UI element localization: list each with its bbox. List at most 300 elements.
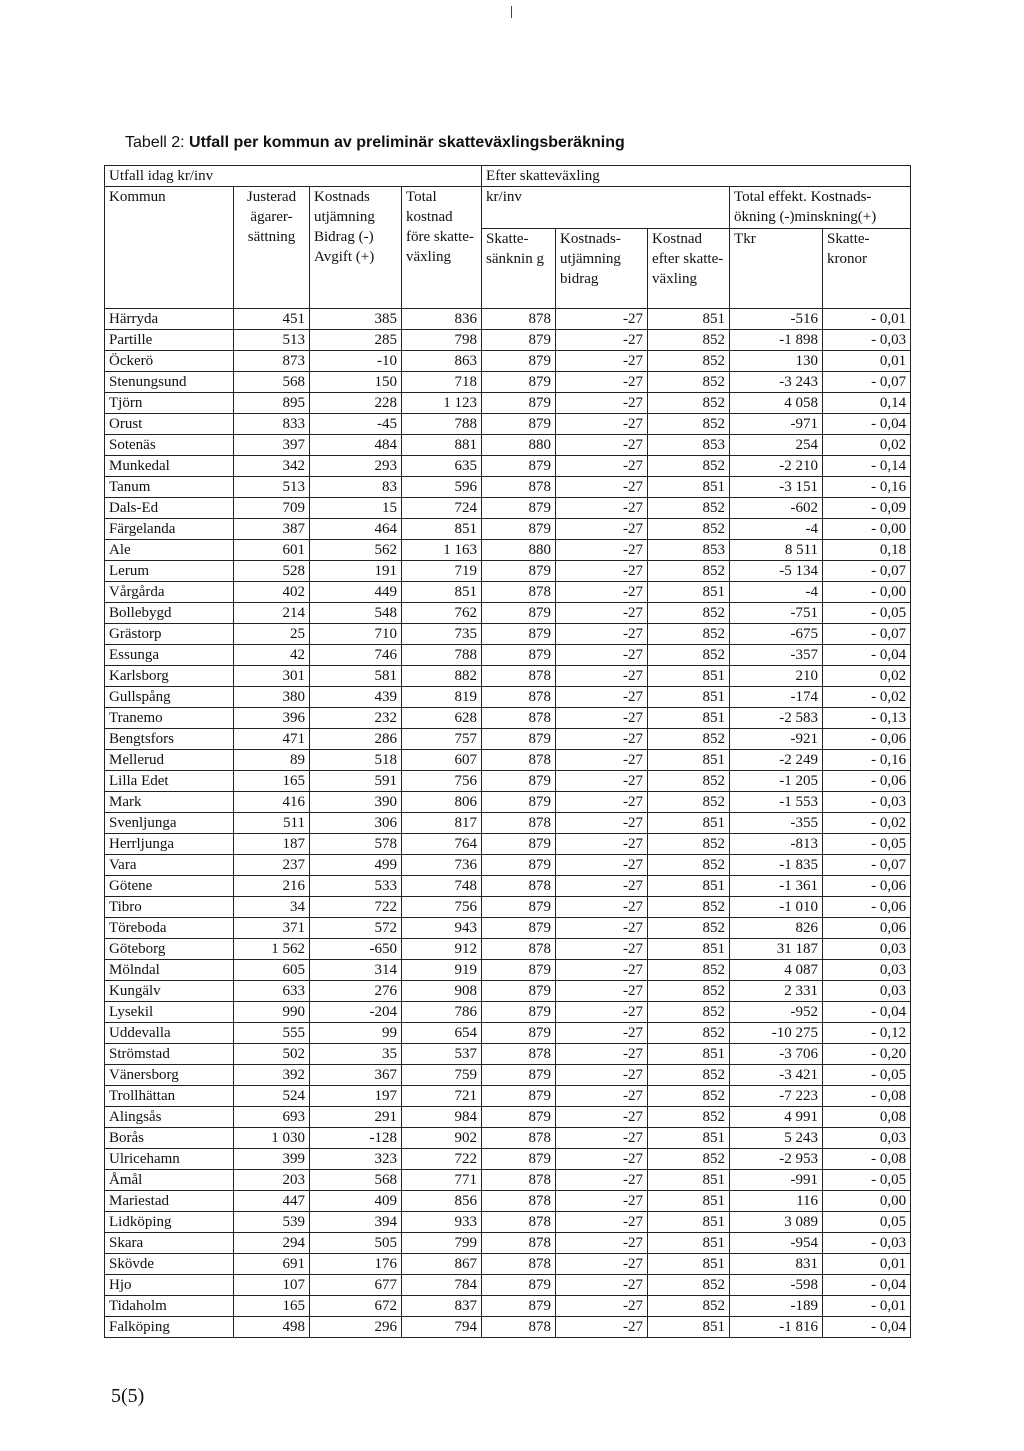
kommun-name-cell: Strömstad [105, 1044, 234, 1065]
value-cell: 0,05 [823, 1212, 911, 1233]
value-cell: 709 [234, 498, 310, 519]
table-row [105, 876, 911, 897]
value-cell: 852 [648, 393, 730, 414]
value-cell: 852 [648, 960, 730, 981]
value-cell: 851 [648, 939, 730, 960]
value-cell: 878 [482, 666, 556, 687]
value-cell: - 0,06 [823, 729, 911, 750]
kommun-name-cell: Tanum [105, 477, 234, 498]
value-cell: -27 [556, 1086, 648, 1107]
kommun-name-cell: Sotenäs [105, 435, 234, 456]
value-cell: 852 [648, 561, 730, 582]
value-cell: 214 [234, 603, 310, 624]
value-cell: 371 [234, 918, 310, 939]
value-cell: 880 [482, 540, 556, 561]
value-cell: - 0,01 [823, 1296, 911, 1317]
value-cell: 596 [402, 477, 482, 498]
value-cell: -675 [730, 624, 823, 645]
table-row [105, 687, 911, 708]
value-cell: 568 [310, 1170, 402, 1191]
table-body [105, 309, 911, 1338]
value-cell: 628 [402, 708, 482, 729]
value-cell: 5 243 [730, 1128, 823, 1149]
kommun-name-cell: Essunga [105, 645, 234, 666]
kommun-name-cell: Munkedal [105, 456, 234, 477]
table-row [105, 1149, 911, 1170]
total-effekt-label: Total effekt. [734, 189, 807, 205]
value-cell: -189 [730, 1296, 823, 1317]
value-cell: -27 [556, 708, 648, 729]
value-cell: -355 [730, 813, 823, 834]
value-cell: 879 [482, 372, 556, 393]
value-cell: 878 [482, 939, 556, 960]
table-row [105, 750, 911, 771]
value-cell: 852 [648, 1065, 730, 1086]
value-cell: -598 [730, 1275, 823, 1296]
value-cell: 794 [402, 1317, 482, 1338]
value-cell: 756 [402, 897, 482, 918]
total-effekt-header [730, 187, 911, 229]
value-cell: 34 [234, 897, 310, 918]
value-cell: 528 [234, 561, 310, 582]
value-cell: -991 [730, 1170, 823, 1191]
caption-title: Utfall per kommun av preliminär skatteväxlingsberäkning [189, 134, 625, 151]
value-cell: 367 [310, 1065, 402, 1086]
value-cell: 150 [310, 372, 402, 393]
value-cell: -27 [556, 1002, 648, 1023]
value-cell: -27 [556, 330, 648, 351]
value-cell: -7 223 [730, 1086, 823, 1107]
value-cell: 851 [648, 1128, 730, 1149]
kommun-name-cell: Ulricehamn [105, 1149, 234, 1170]
table-row [105, 414, 911, 435]
value-cell: -27 [556, 540, 648, 561]
table-row [105, 456, 911, 477]
value-cell: 837 [402, 1296, 482, 1317]
value-cell: 518 [310, 750, 402, 771]
value-cell: -971 [730, 414, 823, 435]
kommun-name-cell: Mölndal [105, 960, 234, 981]
value-cell: - 0,05 [823, 1065, 911, 1086]
value-cell: 0,18 [823, 540, 911, 561]
kommun-name-cell: Åmål [105, 1170, 234, 1191]
value-cell: 788 [402, 414, 482, 435]
value-cell: -27 [556, 1128, 648, 1149]
value-cell: 879 [482, 1065, 556, 1086]
value-cell: 385 [310, 309, 402, 330]
value-cell: 722 [402, 1149, 482, 1170]
kommun-name-cell: Borås [105, 1128, 234, 1149]
table-row [105, 981, 911, 1002]
value-cell: 831 [730, 1254, 823, 1275]
value-cell: 851 [648, 309, 730, 330]
value-cell: 654 [402, 1023, 482, 1044]
value-cell: 852 [648, 1107, 730, 1128]
value-cell: -1 010 [730, 897, 823, 918]
value-cell: 852 [648, 1002, 730, 1023]
value-cell: 878 [482, 708, 556, 729]
value-cell: 293 [310, 456, 402, 477]
value-cell: -27 [556, 666, 648, 687]
value-cell: 879 [482, 729, 556, 750]
value-cell: -27 [556, 855, 648, 876]
value-cell: 919 [402, 960, 482, 981]
value-cell: 851 [648, 582, 730, 603]
value-cell: 878 [482, 1128, 556, 1149]
value-cell: -27 [556, 1065, 648, 1086]
value-cell: 788 [402, 645, 482, 666]
value-cell: 852 [648, 855, 730, 876]
value-cell: 2 331 [730, 981, 823, 1002]
value-cell: 4 058 [730, 393, 823, 414]
value-cell: - 0,06 [823, 771, 911, 792]
value-cell: - 0,16 [823, 477, 911, 498]
value-cell: -27 [556, 939, 648, 960]
value-cell: 83 [310, 477, 402, 498]
value-cell: 852 [648, 519, 730, 540]
value-cell: 819 [402, 687, 482, 708]
value-cell: 1 562 [234, 939, 310, 960]
value-cell: 165 [234, 1296, 310, 1317]
value-cell: -1 205 [730, 771, 823, 792]
value-cell: 990 [234, 1002, 310, 1023]
value-cell: -27 [556, 603, 648, 624]
value-cell: 748 [402, 876, 482, 897]
kommun-name-cell: Grästorp [105, 624, 234, 645]
value-cell: 873 [234, 351, 310, 372]
value-cell: 0,02 [823, 666, 911, 687]
value-cell: 878 [482, 1233, 556, 1254]
value-cell: - 0,08 [823, 1086, 911, 1107]
value-cell: 464 [310, 519, 402, 540]
value-cell: 851 [648, 1317, 730, 1338]
value-cell: 852 [648, 414, 730, 435]
value-cell: -27 [556, 897, 648, 918]
value-cell: 607 [402, 750, 482, 771]
value-cell: 853 [648, 435, 730, 456]
value-cell: 852 [648, 981, 730, 1002]
scan-mark [511, 6, 512, 18]
value-cell: 851 [402, 519, 482, 540]
value-cell: - 0,05 [823, 603, 911, 624]
table-row [105, 1107, 911, 1128]
value-cell: -27 [556, 435, 648, 456]
value-cell: 130 [730, 351, 823, 372]
value-cell: -27 [556, 981, 648, 1002]
value-cell: 0,02 [823, 435, 911, 456]
value-cell: 633 [234, 981, 310, 1002]
table-row [105, 561, 911, 582]
col-kostnads: Kostnads utjämning Bidrag (-) Avgift (+) [310, 187, 402, 309]
value-cell: 852 [648, 372, 730, 393]
data-table [104, 165, 911, 1338]
value-cell: -2 583 [730, 708, 823, 729]
value-cell: -2 953 [730, 1149, 823, 1170]
value-cell: 878 [482, 687, 556, 708]
value-cell: -27 [556, 1023, 648, 1044]
value-cell: -27 [556, 771, 648, 792]
value-cell: 879 [482, 960, 556, 981]
table-caption [125, 134, 625, 152]
table-row [105, 498, 911, 519]
value-cell: 513 [234, 477, 310, 498]
value-cell: 3 089 [730, 1212, 823, 1233]
value-cell: 176 [310, 1254, 402, 1275]
value-cell: 203 [234, 1170, 310, 1191]
kommun-name-cell: Mellerud [105, 750, 234, 771]
value-cell: 764 [402, 834, 482, 855]
kommun-name-cell: Tranemo [105, 708, 234, 729]
value-cell: -27 [556, 1254, 648, 1275]
kommun-name-cell: Kungälv [105, 981, 234, 1002]
value-cell: 853 [648, 540, 730, 561]
value-cell: 851 [648, 477, 730, 498]
value-cell: -27 [556, 582, 648, 603]
value-cell: 836 [402, 309, 482, 330]
value-cell: -1 553 [730, 792, 823, 813]
value-cell: - 0,02 [823, 813, 911, 834]
value-cell: -357 [730, 645, 823, 666]
value-cell: 1 163 [402, 540, 482, 561]
value-cell: 798 [402, 330, 482, 351]
value-cell: 879 [482, 624, 556, 645]
value-cell: 539 [234, 1212, 310, 1233]
table-row [105, 603, 911, 624]
kommun-name-cell: Orust [105, 414, 234, 435]
value-cell: 851 [648, 1191, 730, 1212]
value-cell: 879 [482, 414, 556, 435]
value-cell: 863 [402, 351, 482, 372]
kommun-name-cell: Skövde [105, 1254, 234, 1275]
value-cell: 116 [730, 1191, 823, 1212]
sub-krinv: kr/inv [482, 187, 730, 229]
value-cell: 879 [482, 603, 556, 624]
value-cell: 878 [482, 477, 556, 498]
value-cell: - 0,08 [823, 1149, 911, 1170]
value-cell: -1 835 [730, 855, 823, 876]
kommun-name-cell: Karlsborg [105, 666, 234, 687]
value-cell: 852 [648, 897, 730, 918]
value-cell: -3 421 [730, 1065, 823, 1086]
table-row [105, 477, 911, 498]
col-justerad: Justerad ägarer-sättning [234, 187, 310, 309]
table-row [105, 813, 911, 834]
value-cell: 1 123 [402, 393, 482, 414]
value-cell: 511 [234, 813, 310, 834]
value-cell: -813 [730, 834, 823, 855]
value-cell: - 0,06 [823, 876, 911, 897]
value-cell: 851 [648, 1212, 730, 1233]
kommun-name-cell: Lerum [105, 561, 234, 582]
table-row [105, 729, 911, 750]
value-cell: 254 [730, 435, 823, 456]
table-row [105, 540, 911, 561]
value-cell: 908 [402, 981, 482, 1002]
value-cell: -5 134 [730, 561, 823, 582]
value-cell: 228 [310, 393, 402, 414]
value-cell: 826 [730, 918, 823, 939]
value-cell: 879 [482, 1107, 556, 1128]
value-cell: 451 [234, 309, 310, 330]
value-cell: 191 [310, 561, 402, 582]
value-cell: 513 [234, 330, 310, 351]
value-cell: 852 [648, 1149, 730, 1170]
value-cell: 197 [310, 1086, 402, 1107]
kommun-name-cell: Svenljunga [105, 813, 234, 834]
value-cell: 0,03 [823, 939, 911, 960]
value-cell: - 0,03 [823, 792, 911, 813]
value-cell: -1 898 [730, 330, 823, 351]
table-row [105, 1317, 911, 1338]
table-row [105, 582, 911, 603]
value-cell: -27 [556, 414, 648, 435]
col-kostnadsbidrag: Kostnads-utjämning bidrag [556, 229, 648, 309]
value-cell: 895 [234, 393, 310, 414]
col-tkr: Tkr [730, 229, 823, 309]
table-row [105, 645, 911, 666]
value-cell: -27 [556, 918, 648, 939]
value-cell: 879 [482, 1002, 556, 1023]
value-cell: 856 [402, 1191, 482, 1212]
value-cell: 759 [402, 1065, 482, 1086]
value-cell: -27 [556, 1170, 648, 1191]
value-cell: -954 [730, 1233, 823, 1254]
value-cell: -27 [556, 1044, 648, 1065]
value-cell: -27 [556, 687, 648, 708]
col-kostnad-efter: Kostnad efter skatte-växling [648, 229, 730, 309]
value-cell: - 0,12 [823, 1023, 911, 1044]
table-row [105, 1212, 911, 1233]
value-cell: 851 [648, 876, 730, 897]
table-row [105, 1002, 911, 1023]
value-cell: 799 [402, 1233, 482, 1254]
value-cell: 394 [310, 1212, 402, 1233]
value-cell: 851 [402, 582, 482, 603]
value-cell: 548 [310, 603, 402, 624]
value-cell: -27 [556, 1149, 648, 1170]
value-cell: 852 [648, 498, 730, 519]
value-cell: -27 [556, 960, 648, 981]
kommun-name-cell: Hjo [105, 1275, 234, 1296]
value-cell: 471 [234, 729, 310, 750]
value-cell: 591 [310, 771, 402, 792]
value-cell: 878 [482, 876, 556, 897]
value-cell: -27 [556, 477, 648, 498]
value-cell: 721 [402, 1086, 482, 1107]
value-cell: 691 [234, 1254, 310, 1275]
value-cell: 533 [310, 876, 402, 897]
value-cell: 879 [482, 855, 556, 876]
value-cell: 852 [648, 1086, 730, 1107]
value-cell: 447 [234, 1191, 310, 1212]
table-row [105, 351, 911, 372]
value-cell: -27 [556, 750, 648, 771]
value-cell: 0,01 [823, 1254, 911, 1275]
value-cell: 15 [310, 498, 402, 519]
value-cell: 342 [234, 456, 310, 477]
value-cell: 25 [234, 624, 310, 645]
value-cell: 771 [402, 1170, 482, 1191]
kommun-name-cell: Mark [105, 792, 234, 813]
value-cell: -27 [556, 792, 648, 813]
value-cell: -650 [310, 939, 402, 960]
value-cell: 852 [648, 792, 730, 813]
value-cell: 878 [482, 1170, 556, 1191]
kommun-name-cell: Alingsås [105, 1107, 234, 1128]
value-cell: 879 [482, 1275, 556, 1296]
value-cell: - 0,04 [823, 645, 911, 666]
kommun-name-cell: Töreboda [105, 918, 234, 939]
value-cell: - 0,13 [823, 708, 911, 729]
table-row [105, 918, 911, 939]
value-cell: 851 [648, 750, 730, 771]
value-cell: 852 [648, 918, 730, 939]
value-cell: 4 087 [730, 960, 823, 981]
value-cell: 852 [648, 1275, 730, 1296]
value-cell: 0,03 [823, 960, 911, 981]
value-cell: 294 [234, 1233, 310, 1254]
table-header [105, 166, 911, 309]
table-row [105, 1254, 911, 1275]
value-cell: 237 [234, 855, 310, 876]
value-cell: -751 [730, 603, 823, 624]
table-row [105, 1086, 911, 1107]
value-cell: 757 [402, 729, 482, 750]
kommun-name-cell: Bollebygd [105, 603, 234, 624]
value-cell: 852 [648, 603, 730, 624]
value-cell: 301 [234, 666, 310, 687]
value-cell: 852 [648, 624, 730, 645]
value-cell: 851 [648, 1170, 730, 1191]
value-cell: 390 [310, 792, 402, 813]
value-cell: 605 [234, 960, 310, 981]
value-cell: 568 [234, 372, 310, 393]
value-cell: 31 187 [730, 939, 823, 960]
value-cell: 0,03 [823, 1128, 911, 1149]
value-cell: 165 [234, 771, 310, 792]
value-cell: 879 [482, 918, 556, 939]
value-cell: 852 [648, 330, 730, 351]
value-cell: -2 249 [730, 750, 823, 771]
value-cell: -27 [556, 1317, 648, 1338]
kommun-name-cell: Gullspång [105, 687, 234, 708]
value-cell: -27 [556, 645, 648, 666]
value-cell: 0,08 [823, 1107, 911, 1128]
value-cell: -27 [556, 393, 648, 414]
value-cell: -516 [730, 309, 823, 330]
kommun-name-cell: Lidköping [105, 1212, 234, 1233]
value-cell: 933 [402, 1212, 482, 1233]
value-cell: - 0,05 [823, 834, 911, 855]
value-cell: 524 [234, 1086, 310, 1107]
value-cell: 286 [310, 729, 402, 750]
value-cell: -27 [556, 351, 648, 372]
value-cell: 498 [234, 1317, 310, 1338]
value-cell: 210 [730, 666, 823, 687]
kommun-name-cell: Herrljunga [105, 834, 234, 855]
table-row [105, 666, 911, 687]
value-cell: 943 [402, 918, 482, 939]
value-cell: 851 [648, 1254, 730, 1275]
value-cell: - 0,07 [823, 372, 911, 393]
table-row [105, 1233, 911, 1254]
value-cell: 409 [310, 1191, 402, 1212]
value-cell: 672 [310, 1296, 402, 1317]
table-row [105, 834, 911, 855]
value-cell: 484 [310, 435, 402, 456]
table-row [105, 1275, 911, 1296]
value-cell: 4 991 [730, 1107, 823, 1128]
